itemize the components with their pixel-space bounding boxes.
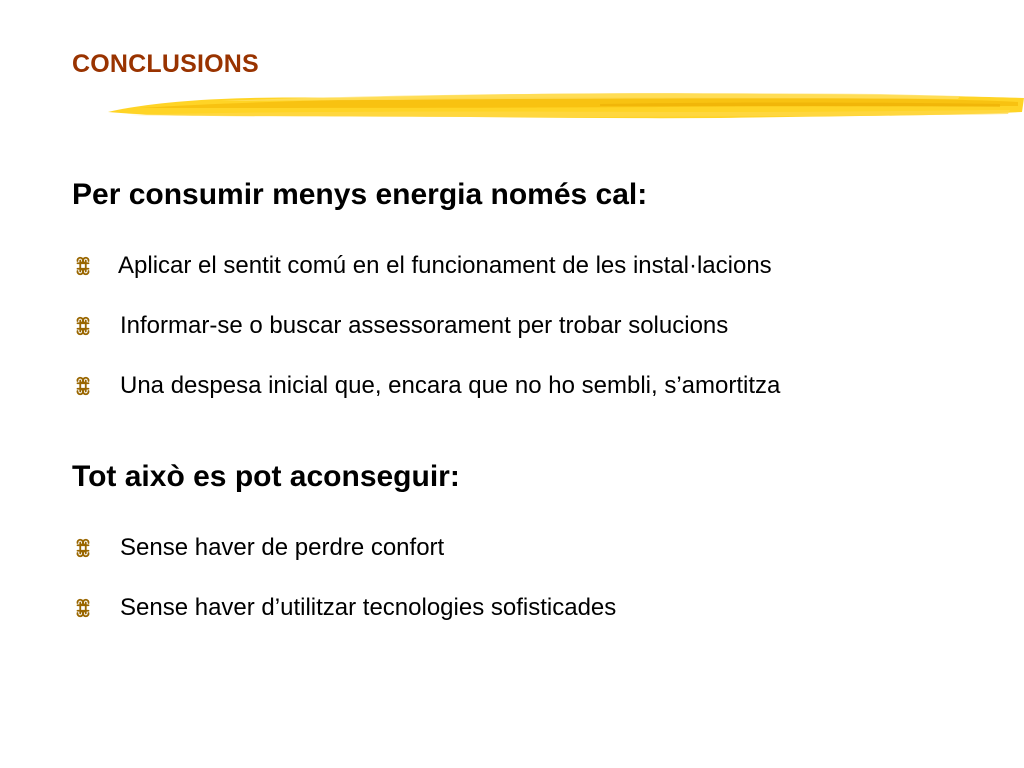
list-item [72,530,444,566]
slide-title: CONCLUSIONS [72,50,259,78]
list-item [72,590,616,626]
list-item [72,248,772,284]
list-item-text: Una despesa inicial que, encara que no ho sembli, s’amortitza [120,372,781,399]
command-key-icon [72,597,94,619]
list-item [72,368,780,404]
section-heading-achieve: Tot això es pot aconseguir: [72,460,460,493]
list-item-text: Informar-se o buscar assessorament per trobar solucions [120,312,729,339]
list-item-text: Aplicar el sentit comú en el funcionament de les instal·lacions [118,252,772,279]
yellow-brush-stroke [100,86,1024,126]
section-heading-energy: Per consumir menys energia només cal: [72,178,648,211]
command-key-icon [72,255,94,277]
list-item [72,308,728,344]
command-key-icon [72,375,94,397]
list-item-text: Sense haver d’utilitzar tecnologies sofisticades [120,594,617,621]
list-item-text: Sense haver de perdre confort [120,534,445,561]
command-key-icon [72,315,94,337]
command-key-icon [72,537,94,559]
